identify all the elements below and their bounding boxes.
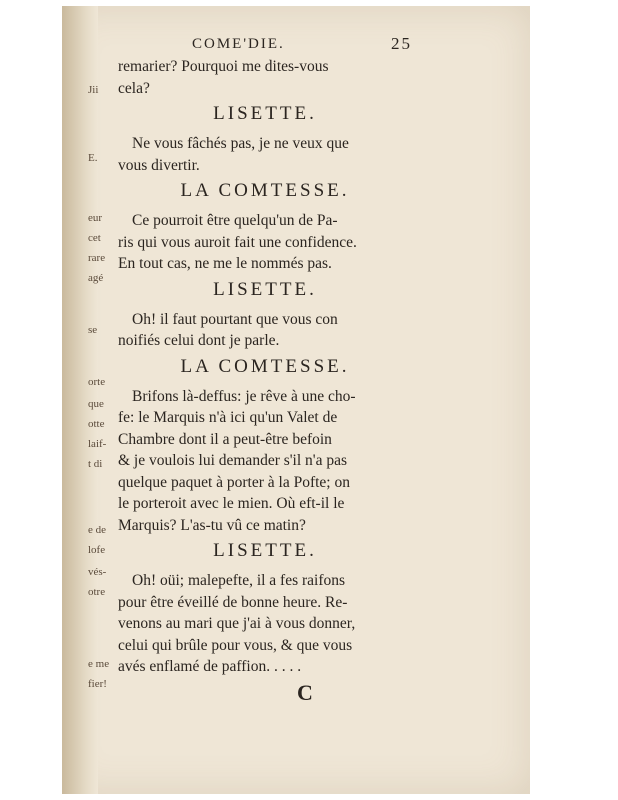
text-line: cela? — [118, 79, 150, 97]
dialogue-paragraph — [118, 133, 412, 176]
bleed-text: que — [88, 398, 104, 410]
text-line: Marquis? L'as-tu vû ce matin? — [118, 516, 306, 534]
dialogue-paragraph — [118, 309, 412, 352]
text-line: Chambre dont il a peut-être befoin — [118, 430, 332, 448]
text-line: venons au mari que j'ai à vous donner, — [118, 615, 356, 632]
text-line: Ne vous fâchés pas, je ne veux que — [132, 135, 349, 152]
text-line: celui qui brûle pour vous, & que vous — [118, 636, 353, 654]
text-block — [118, 36, 412, 706]
text-line: Oh! il faut pourtant que vous con — [132, 310, 338, 328]
bleed-text: t di — [88, 458, 103, 470]
running-head — [118, 36, 412, 56]
bleed-text: laif- — [88, 438, 107, 450]
bleed-text: eur — [88, 212, 103, 224]
text-line: le porteroit avec le mien. Où eft-il le — [118, 495, 345, 512]
bleed-text: vés- — [88, 566, 107, 578]
speaker-name: LISETTE. — [213, 540, 317, 561]
text-line: & je voulois lui demander s'il n'a pas — [118, 452, 348, 469]
dialogue-paragraph — [118, 386, 412, 537]
text-line: En tout cas, ne me le nommés pas. — [118, 255, 332, 272]
bleed-text: agé — [88, 272, 104, 284]
facing-page-bleed — [62, 6, 110, 794]
page-number: 25 — [391, 34, 412, 53]
signature-mark: C — [297, 679, 313, 705]
bleed-text: E. — [88, 152, 98, 164]
text-line: vous divertir. — [118, 156, 200, 174]
text-line: pour être éveillé de bonne heure. Re- — [118, 593, 348, 611]
bleed-text: e me — [88, 658, 110, 670]
bleed-text: lofe — [88, 544, 106, 556]
dialogue-paragraph — [118, 56, 412, 99]
speaker-name: LISETTE. — [213, 103, 317, 124]
book-page — [62, 6, 530, 794]
text-line: fe: le Marquis n'à ici qu'un Valet de — [118, 409, 338, 426]
text-line: Oh! oüi; malepefte, il a fes raifons — [132, 572, 346, 589]
bleed-text: orte — [88, 376, 106, 388]
text-line: remarier? Pourquoi me dites-vous — [118, 58, 329, 75]
text-line: ris qui vous auroit fait une confidence. — [118, 233, 357, 251]
text-line: Brifons là-deffus: je rêve à une cho- — [132, 387, 356, 405]
speaker-name: LA COMTESSE. — [180, 180, 350, 201]
bleed-text: rare — [88, 252, 106, 264]
text-line: avés enflamé de paffion. . . . . — [118, 658, 302, 675]
text-line: quelque paquet à porter à la Pofte; on — [118, 473, 350, 491]
speaker-name: LISETTE. — [213, 278, 317, 300]
speaker-name: LA COMTESSE. — [180, 355, 350, 377]
running-title: COME'DIE. — [192, 36, 285, 52]
dialogue-paragraph — [118, 210, 412, 275]
bleed-text: Jii — [88, 84, 99, 96]
bleed-text: fier! — [88, 678, 107, 690]
text-line: Ce pourroit être quelqu'un de Pa- — [132, 212, 338, 229]
bleed-text: e de — [88, 524, 107, 536]
bleed-text: otte — [88, 418, 105, 430]
bleed-text: se — [88, 324, 98, 336]
text-line: noifiés celui dont je parle. — [118, 332, 280, 349]
dialogue-paragraph — [118, 570, 412, 678]
bleed-text: otre — [88, 586, 106, 598]
bleed-text: cet — [88, 232, 101, 244]
